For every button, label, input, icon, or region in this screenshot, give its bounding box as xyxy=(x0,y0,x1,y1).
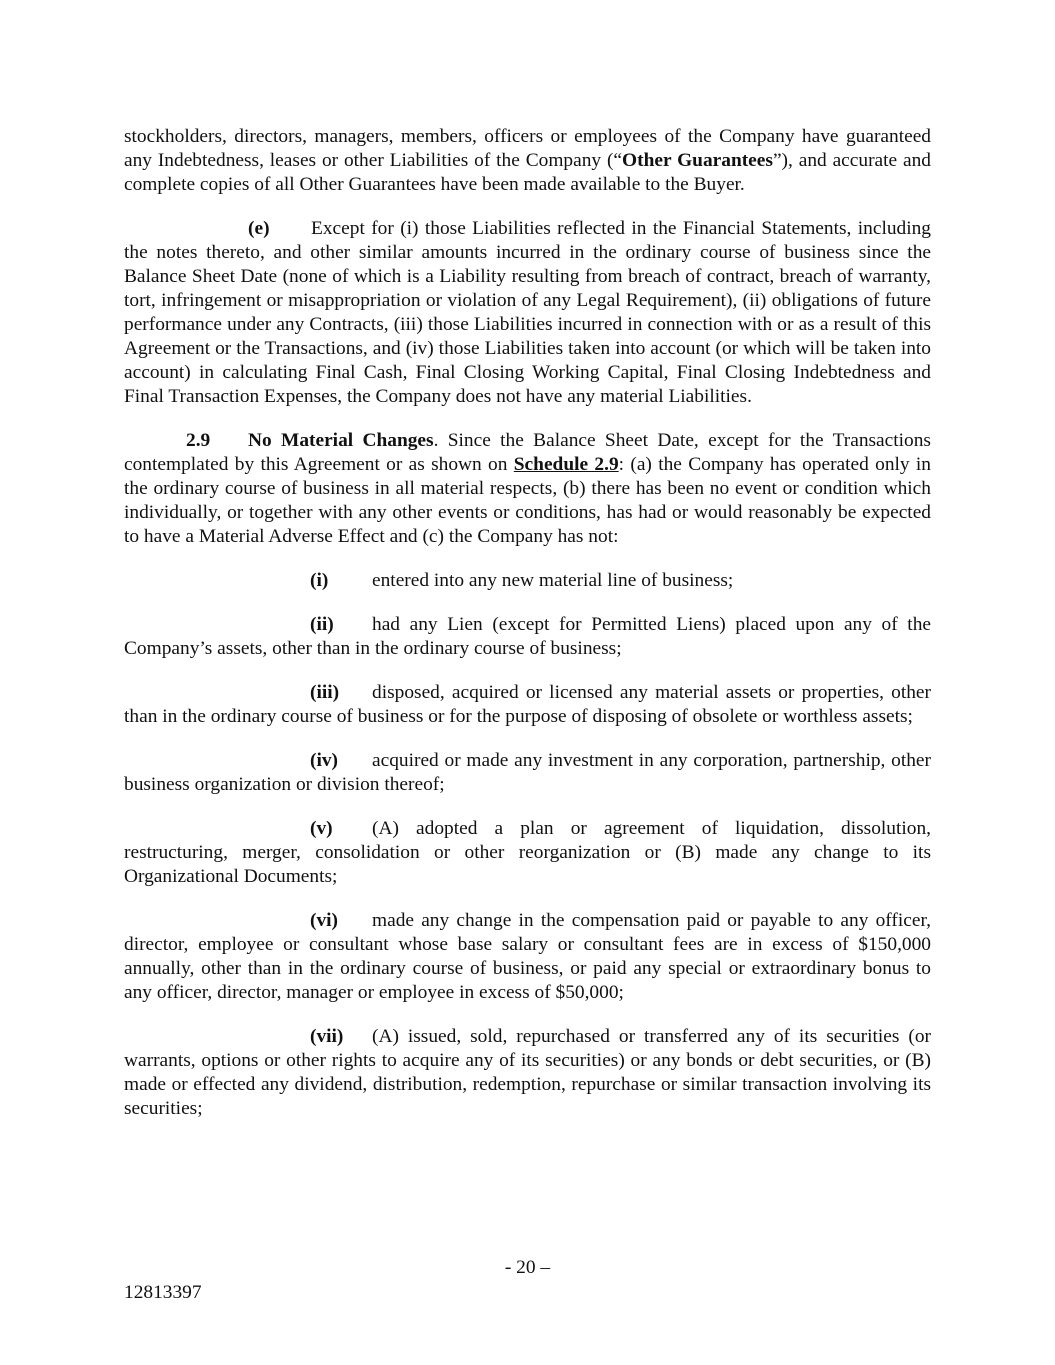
page-number: - 20 – xyxy=(504,1257,551,1278)
list-item-text: (A) adopted a plan or agreement of liquidation, dissolution, restructuring, merger, consolidation or other reorganization or (B) made any change to its Organizational Documents; xyxy=(124,818,931,887)
intro-text-1: stockholders, directors, managers, members, officers or employees of the Company have guaranteed any Indebtedness, leases or other Liabilities of the Company (“ xyxy=(124,126,931,171)
list-item xyxy=(124,817,931,889)
list-item xyxy=(124,569,931,593)
defined-term-other-guarantees: Other Guarantees xyxy=(622,150,773,171)
list-item-text: entered into any new material line of business; xyxy=(372,570,734,591)
list-item-text: (A) issued, sold, repurchased or transferred any of its securities (or warrants, options or other rights to acquire any of its securities) or any bonds or debt securities, or (B) made or effected any dividend, distribution, redemption, repurchase or similar transaction involving its securities; xyxy=(124,1026,931,1119)
intro-text-2: ”), and accurate and complete copies of all Other Guarantees have been made available to the Buyer. xyxy=(124,150,932,195)
document-id: 12813397 xyxy=(124,1282,202,1303)
list-item xyxy=(124,613,931,661)
document-body xyxy=(124,125,931,1141)
list-item-label: (i) xyxy=(310,570,329,591)
list-item xyxy=(124,681,931,729)
list-item-label: (iv) xyxy=(310,750,338,771)
list-item-label: (iii) xyxy=(310,682,340,703)
list-item-label: (vi) xyxy=(310,910,338,931)
list-item-label: (vii) xyxy=(310,1026,344,1047)
list-item-text: made any change in the compensation paid or payable to any officer, director, employee or consultant whose base salary or consultant fees are in excess of $150,000 annually, other than in the ordinary course of business, or paid any special or extraordinary bonus to any officer, director, manager or employee in excess of $50,000; xyxy=(124,910,931,1003)
list-item xyxy=(124,909,931,1005)
list-item-label: (ii) xyxy=(310,614,334,635)
section-text-2: : (a) the Company has operated only in the ordinary course of business in all material respects, (b) there has been no event or condition which individually, or together with any other events or conditions, has had or would reasonably be expected to have a Material Adverse Effect and (c) the Company has not: xyxy=(124,454,932,547)
list-item xyxy=(124,749,931,797)
list-item-text: had any Lien (except for Permitted Liens) placed upon any of the Company’s assets, other than in the ordinary course of business; xyxy=(124,614,931,659)
section-2-9 xyxy=(124,429,931,549)
paragraph-e-label: (e) xyxy=(248,218,270,239)
list-item-label: (v) xyxy=(310,818,333,839)
list-item xyxy=(124,1025,931,1121)
paragraph-e-text: Except for (i) those Liabilities reflected in the Financial Statements, including the notes thereto, and other similar amounts incurred in the ordinary course of business since the Balance Sheet Date (none of which is a Liability resulting from breach of contract, breach of warranty, tort, infringement or misappropriation or violation of any Legal Requirement), (ii) obligations of future performance under any Contracts, (iii) those Liabilities incurred in connection with or as a result of this Agreement or the Transactions, and (iv) those Liabilities taken into account (or which will be taken into account) in calculating Final Cash, Final Closing Working Capital, Final Closing Indebtedness and Final Transaction Expenses, the Company does not have any material Liabilities. xyxy=(124,218,931,407)
section-number: 2.9 xyxy=(186,430,211,451)
paragraph-e xyxy=(124,217,931,409)
list-item-text: acquired or made any investment in any corporation, partnership, other business organization or division thereof; xyxy=(124,750,931,795)
list-item-text: disposed, acquired or licensed any material assets or properties, other than in the ordinary course of business or for the purpose of disposing of obsolete or worthless assets; xyxy=(124,682,931,727)
section-text-1: . Since the Balance Sheet Date, except for the Transactions contemplated by this Agreement or as shown on xyxy=(124,430,931,475)
intro-paragraph xyxy=(124,125,931,197)
schedule-reference: Schedule 2.9 xyxy=(513,454,619,475)
section-title: No Material Changes xyxy=(248,430,434,451)
